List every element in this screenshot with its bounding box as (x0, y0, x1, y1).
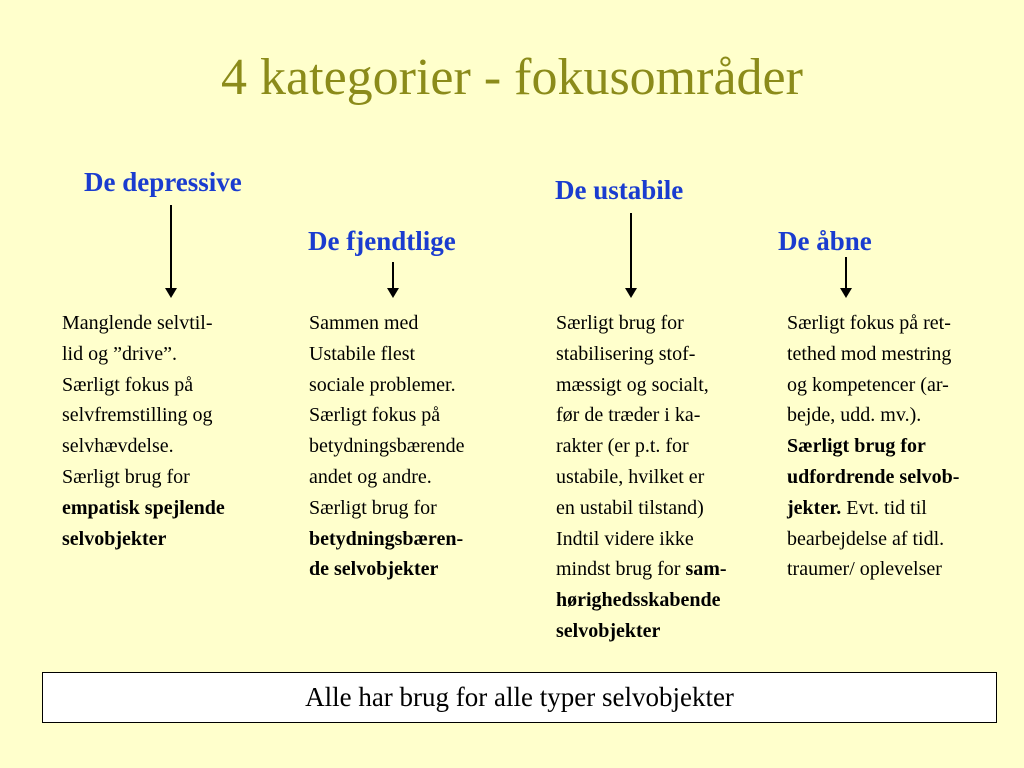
text-line: Særligt fokus på (62, 373, 194, 396)
text-line: sociale problemer. (309, 373, 456, 396)
bold-text: selvobjekter (62, 527, 167, 550)
bold-text: udfordrende selvob- (787, 465, 960, 488)
text-line: rakter (er p.t. for (556, 435, 689, 458)
text-line-bold (787, 462, 959, 493)
text-fragment: mindst brug for (556, 558, 686, 581)
category-fjendtlige: De fjendtlige (308, 226, 456, 256)
category-ustabile: De ustabile (555, 175, 684, 205)
text-line-mixed (556, 554, 727, 585)
arrow-fjendtlige (387, 262, 399, 298)
text-line: Ustabile flest (309, 342, 416, 365)
text-line: Særligt fokus på ret- (787, 312, 951, 334)
text-line: andet og andre. (309, 465, 432, 488)
text-line-bold (556, 616, 727, 647)
text-line-bold (309, 554, 465, 585)
footer-summary-box: Alle har brug for alle typer selvobjekter (42, 672, 997, 723)
text-line: Særligt brug for (556, 312, 684, 334)
text-line: Manglende selvtil- (62, 312, 213, 334)
description-abne (787, 308, 959, 585)
text-line: mæssigt og socialt, (556, 373, 709, 396)
bold-text: hørighedsskabende (556, 589, 721, 612)
text-line: stabilisering stof- (556, 342, 696, 365)
text-line: selvhævdelse. (62, 435, 174, 458)
text-line: bearbejdelse af tidl. (787, 527, 945, 550)
text-line: tethed mod mestring (787, 342, 952, 365)
description-depressive (62, 308, 225, 554)
description-ustabile (556, 308, 727, 647)
text-line: og kompetencer (ar- (787, 373, 949, 396)
category-depressive: De depressive (84, 167, 242, 197)
category-abne: De åbne (778, 226, 872, 256)
text-line: en ustabil tilstand) (556, 496, 704, 519)
bold-text: sam- (685, 558, 727, 581)
text-fragment: Evt. tid til (841, 496, 927, 519)
text-line: betydningsbærende (309, 435, 465, 458)
text-line: traumer/ oplevelser (787, 558, 942, 581)
text-line: selvfremstilling og (62, 404, 213, 427)
text-line-bold (556, 585, 727, 616)
arrow-abne (840, 257, 852, 298)
text-line: Særligt brug for (62, 465, 190, 488)
bold-text: selvobjekter (556, 619, 661, 642)
bold-text: jekter. (787, 496, 842, 519)
text-line-bold (787, 431, 959, 462)
text-line: lid og ”drive”. (62, 342, 177, 365)
text-line: bejde, udd. mv.). (787, 404, 922, 427)
text-line: Særligt fokus på (309, 404, 441, 427)
text-line-bold (62, 493, 225, 524)
slide-title: 4 kategorier - fokusområder (221, 49, 803, 106)
description-fjendtlige (309, 308, 465, 585)
text-line: ustabile, hvilket er (556, 465, 705, 488)
text-line: før de træder i ka- (556, 404, 701, 427)
text-line-mixed (787, 493, 959, 524)
text-line-bold (309, 524, 465, 555)
text-line: Indtil videre ikke (556, 527, 694, 550)
bold-text: de selvobjekter (309, 558, 439, 581)
bold-text: Særligt brug for (787, 435, 926, 458)
arrow-ustabile (625, 213, 637, 298)
bold-text: betydningsbæren- (309, 527, 464, 550)
text-line: Sammen med (309, 312, 419, 334)
text-line-bold (62, 524, 225, 555)
text-line: Særligt brug for (309, 496, 437, 519)
bold-text: empatisk spejlende (62, 496, 225, 519)
arrow-depressive (165, 205, 177, 298)
